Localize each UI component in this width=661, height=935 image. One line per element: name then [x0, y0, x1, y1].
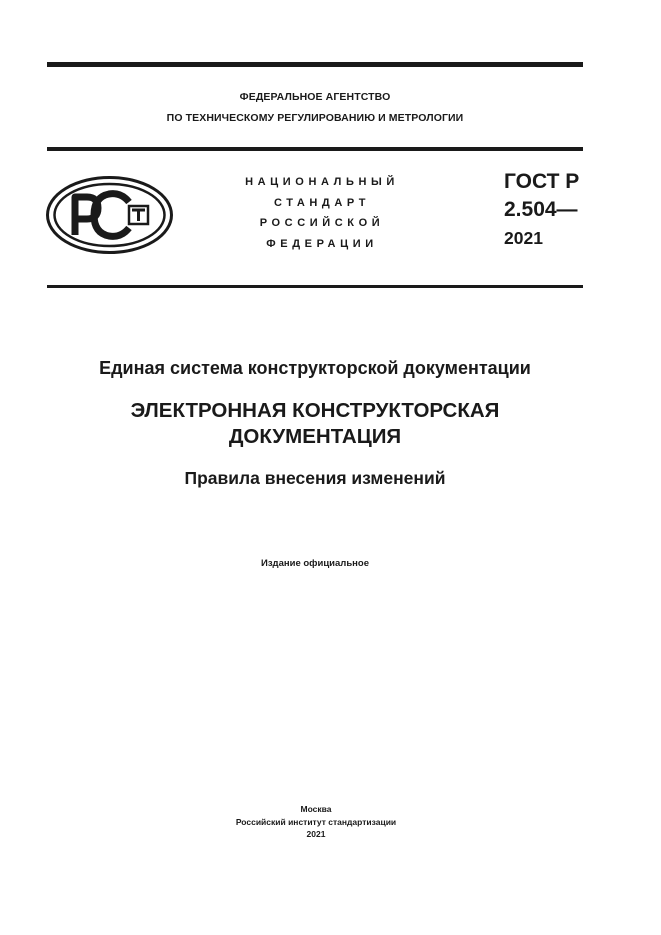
national-standard-line: СТАНДАРТ	[273, 196, 371, 209]
document-title-line-2: ДОКУМЕНТАЦИЯ	[228, 425, 402, 448]
document-title-line-1: ЭЛЕКТРОННАЯ КОНСТРУКТОРСКАЯ	[130, 399, 500, 422]
publication-info	[0, 803, 632, 841]
publisher-name: Российский институт стандартизации	[235, 816, 397, 827]
document-title	[0, 398, 630, 450]
national-standard-line: РОССИЙСКОЙ	[259, 217, 385, 229]
publication-city: Москва	[300, 804, 332, 814]
national-standard-line: ФЕДЕРАЦИИ	[266, 237, 378, 250]
edition-label: Издание официальное	[261, 558, 369, 569]
designation-rule	[47, 285, 583, 288]
publication-year: 2021	[306, 829, 326, 839]
agency-line-1: ФЕДЕРАЛЬНОЕ АГЕНТСТВО	[239, 91, 391, 103]
series-title: Единая система конструкторской документации	[99, 358, 531, 378]
gost-r-logo-icon	[45, 175, 174, 255]
national-standard-label	[222, 172, 422, 254]
header-rule	[47, 147, 583, 151]
top-rule	[47, 62, 583, 67]
standard-designation	[504, 168, 579, 252]
national-standard-line: НАЦИОНАЛЬНЫЙ	[245, 176, 399, 188]
agency-line-2: ПО ТЕХНИЧЕСКОМУ РЕГУЛИРОВАНИЮ И МЕТРОЛОГИИ	[166, 112, 464, 124]
designation-year: 2021	[504, 228, 543, 248]
designation-line-2: 2.504—	[504, 198, 578, 221]
document-subtitle: Правила внесения изменений	[184, 468, 446, 488]
designation-line-1: ГОСТ Р	[504, 170, 580, 193]
